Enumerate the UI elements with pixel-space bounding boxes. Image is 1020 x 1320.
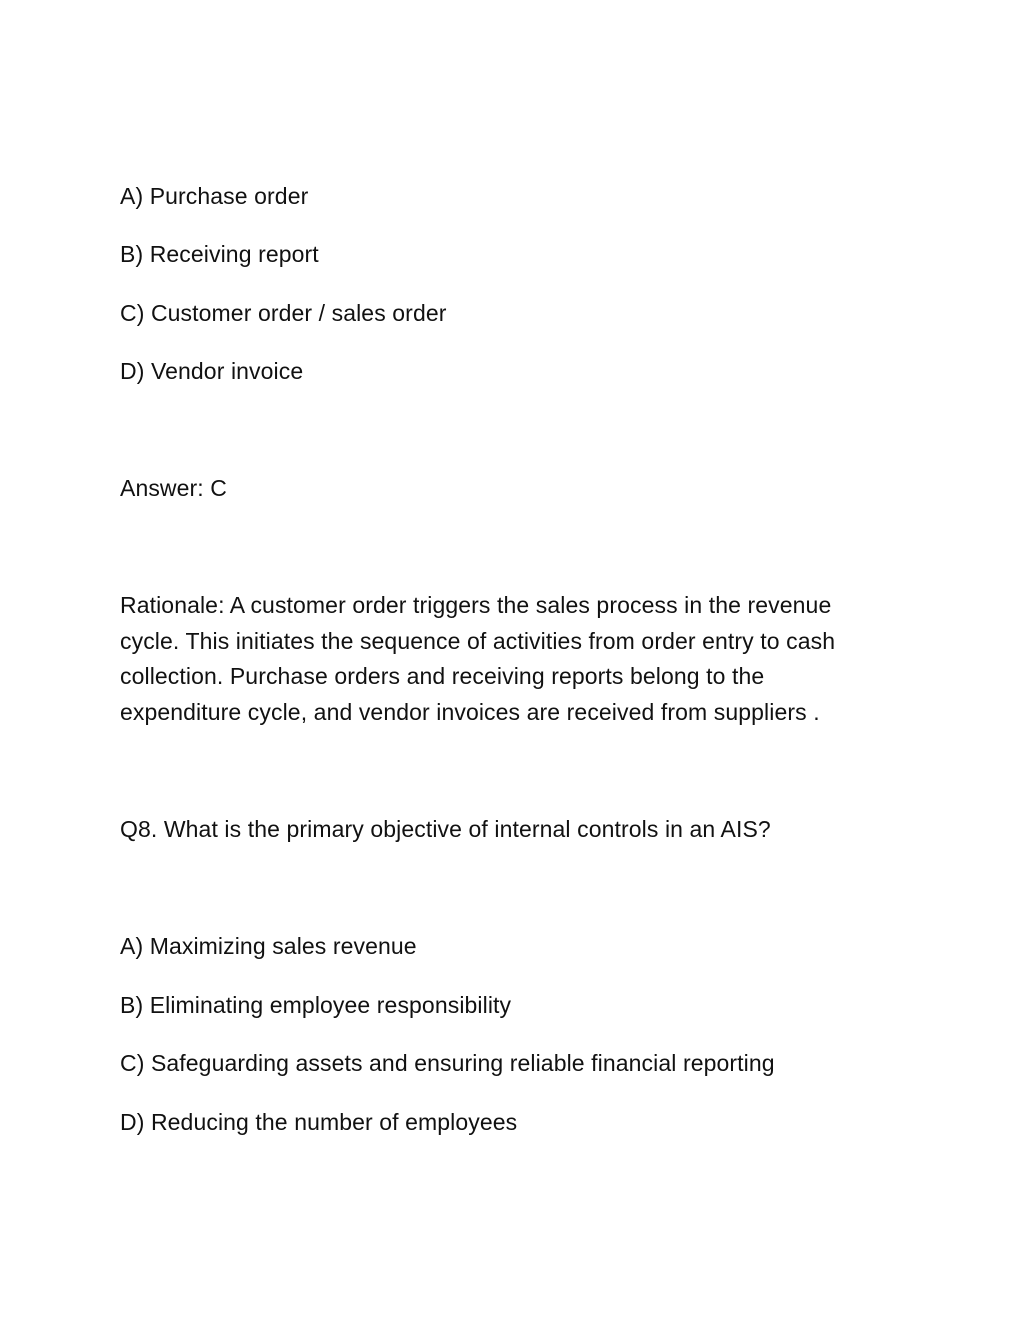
q7-option-a: A) Purchase order [120, 183, 309, 209]
q8-option-a: A) Maximizing sales revenue [120, 933, 417, 959]
q7-answer: Answer: C [120, 475, 227, 501]
rationale-line: expenditure cycle, and vendor invoices are received from suppliers . [120, 698, 820, 725]
q7-option-b: B) Receiving report [120, 241, 319, 267]
q8-option-d: D) Reducing the number of employees [120, 1109, 518, 1135]
rationale-line: cycle. This initiates the sequence of activities from order entry to cash [120, 627, 836, 654]
rationale-line: Rationale: A customer order triggers the sales process in the revenue [120, 592, 832, 618]
q8-option-b: B) Eliminating employee responsibility [120, 992, 512, 1018]
q7-option-d: D) Vendor invoice [120, 358, 304, 384]
q7-rationale [120, 588, 910, 730]
rationale-line: collection. Purchase orders and receiving reports belong to the [120, 663, 765, 689]
q8-option-c: C) Safeguarding assets and ensuring reliable financial reporting [120, 1050, 775, 1076]
q7-option-c: C) Customer order / sales order [120, 300, 447, 326]
q8-prompt: Q8. What is the primary objective of internal controls in an AIS? [120, 816, 771, 842]
